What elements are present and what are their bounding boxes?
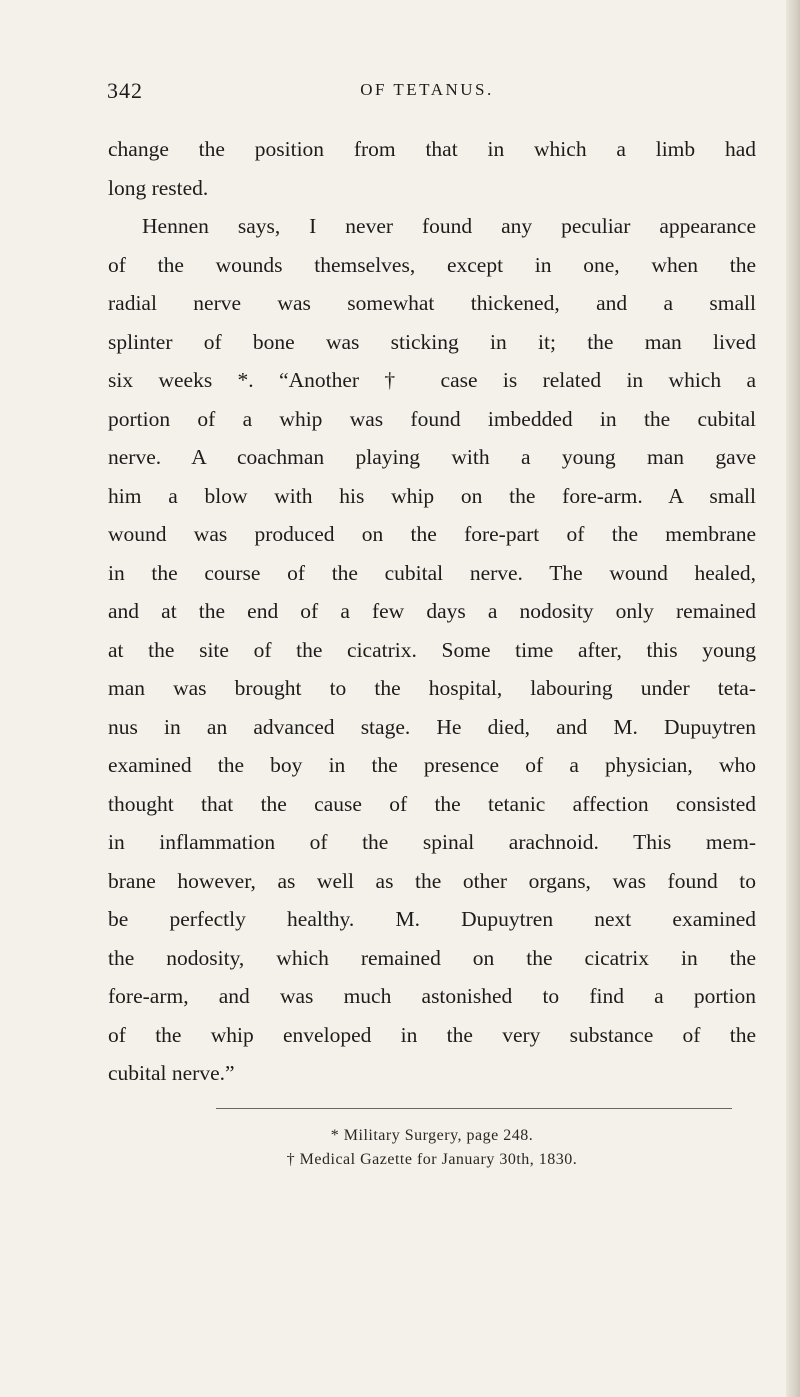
text-line: be perfectly healthy. M. Dupuytren next examined bbox=[108, 907, 756, 931]
text-line: examined the boy in the presence of a physician, who bbox=[108, 753, 756, 777]
text-line: Hennen says, I never found any peculiar appearance bbox=[142, 214, 756, 238]
text-line: the nodosity, which remained on the cicatrix in the bbox=[108, 945, 756, 970]
body-text bbox=[108, 130, 756, 1093]
text-line: cubital nerve.” bbox=[108, 1061, 235, 1085]
text-line: of the whip enveloped in the very substance of the bbox=[108, 1022, 756, 1047]
running-head: OF TETANUS. bbox=[360, 80, 494, 99]
footnote: * Military Surgery, page 248. bbox=[330, 1127, 534, 1144]
text-line: at the site of the cicatrix. Some time after, this young bbox=[108, 637, 756, 662]
text-line: fore-arm, and was much astonished to find a portion bbox=[108, 984, 756, 1008]
text-line: portion of a whip was found imbedded in the cubital bbox=[108, 406, 756, 431]
text-line: nerve. A coachman playing with a young man gave bbox=[108, 445, 756, 469]
text-line: thought that the cause of the tetanic affection consisted bbox=[108, 791, 756, 816]
page-header bbox=[107, 78, 747, 114]
text-line: in the course of the cubital nerve. The wound healed, bbox=[108, 560, 756, 585]
text-line: of the wounds themselves, except in one, when the bbox=[108, 252, 756, 277]
text-line: splinter of bone was sticking in it; the man lived bbox=[108, 329, 756, 354]
page-edge-shadow bbox=[786, 0, 800, 1397]
footnote: † Medical Gazette for January 30th, 1830. bbox=[286, 1151, 578, 1168]
text-line: six weeks *. “Another † case is related in which a bbox=[108, 368, 756, 392]
text-line: and at the end of a few days a nodosity only remained bbox=[108, 599, 756, 623]
text-line: brane however, as well as the other organs, was found to bbox=[108, 868, 756, 893]
text-line: nus in an advanced stage. He died, and M. Dupuytren bbox=[108, 714, 756, 739]
text-line: him a blow with his whip on the fore-arm. A small bbox=[108, 483, 756, 508]
text-line: radial nerve was somewhat thickened, and a small bbox=[108, 291, 756, 315]
footnote-divider bbox=[216, 1108, 732, 1109]
text-line: long rested. bbox=[108, 175, 209, 200]
page-number: 342 bbox=[107, 78, 143, 103]
text-line: in inflammation of the spinal arachnoid. This mem- bbox=[108, 830, 756, 854]
text-line: change the position from that in which a limb had bbox=[108, 137, 756, 161]
footnotes bbox=[108, 1124, 756, 1172]
text-line: man was brought to the hospital, labouring under teta- bbox=[108, 676, 756, 700]
text-line: wound was produced on the fore-part of the membrane bbox=[108, 522, 756, 546]
